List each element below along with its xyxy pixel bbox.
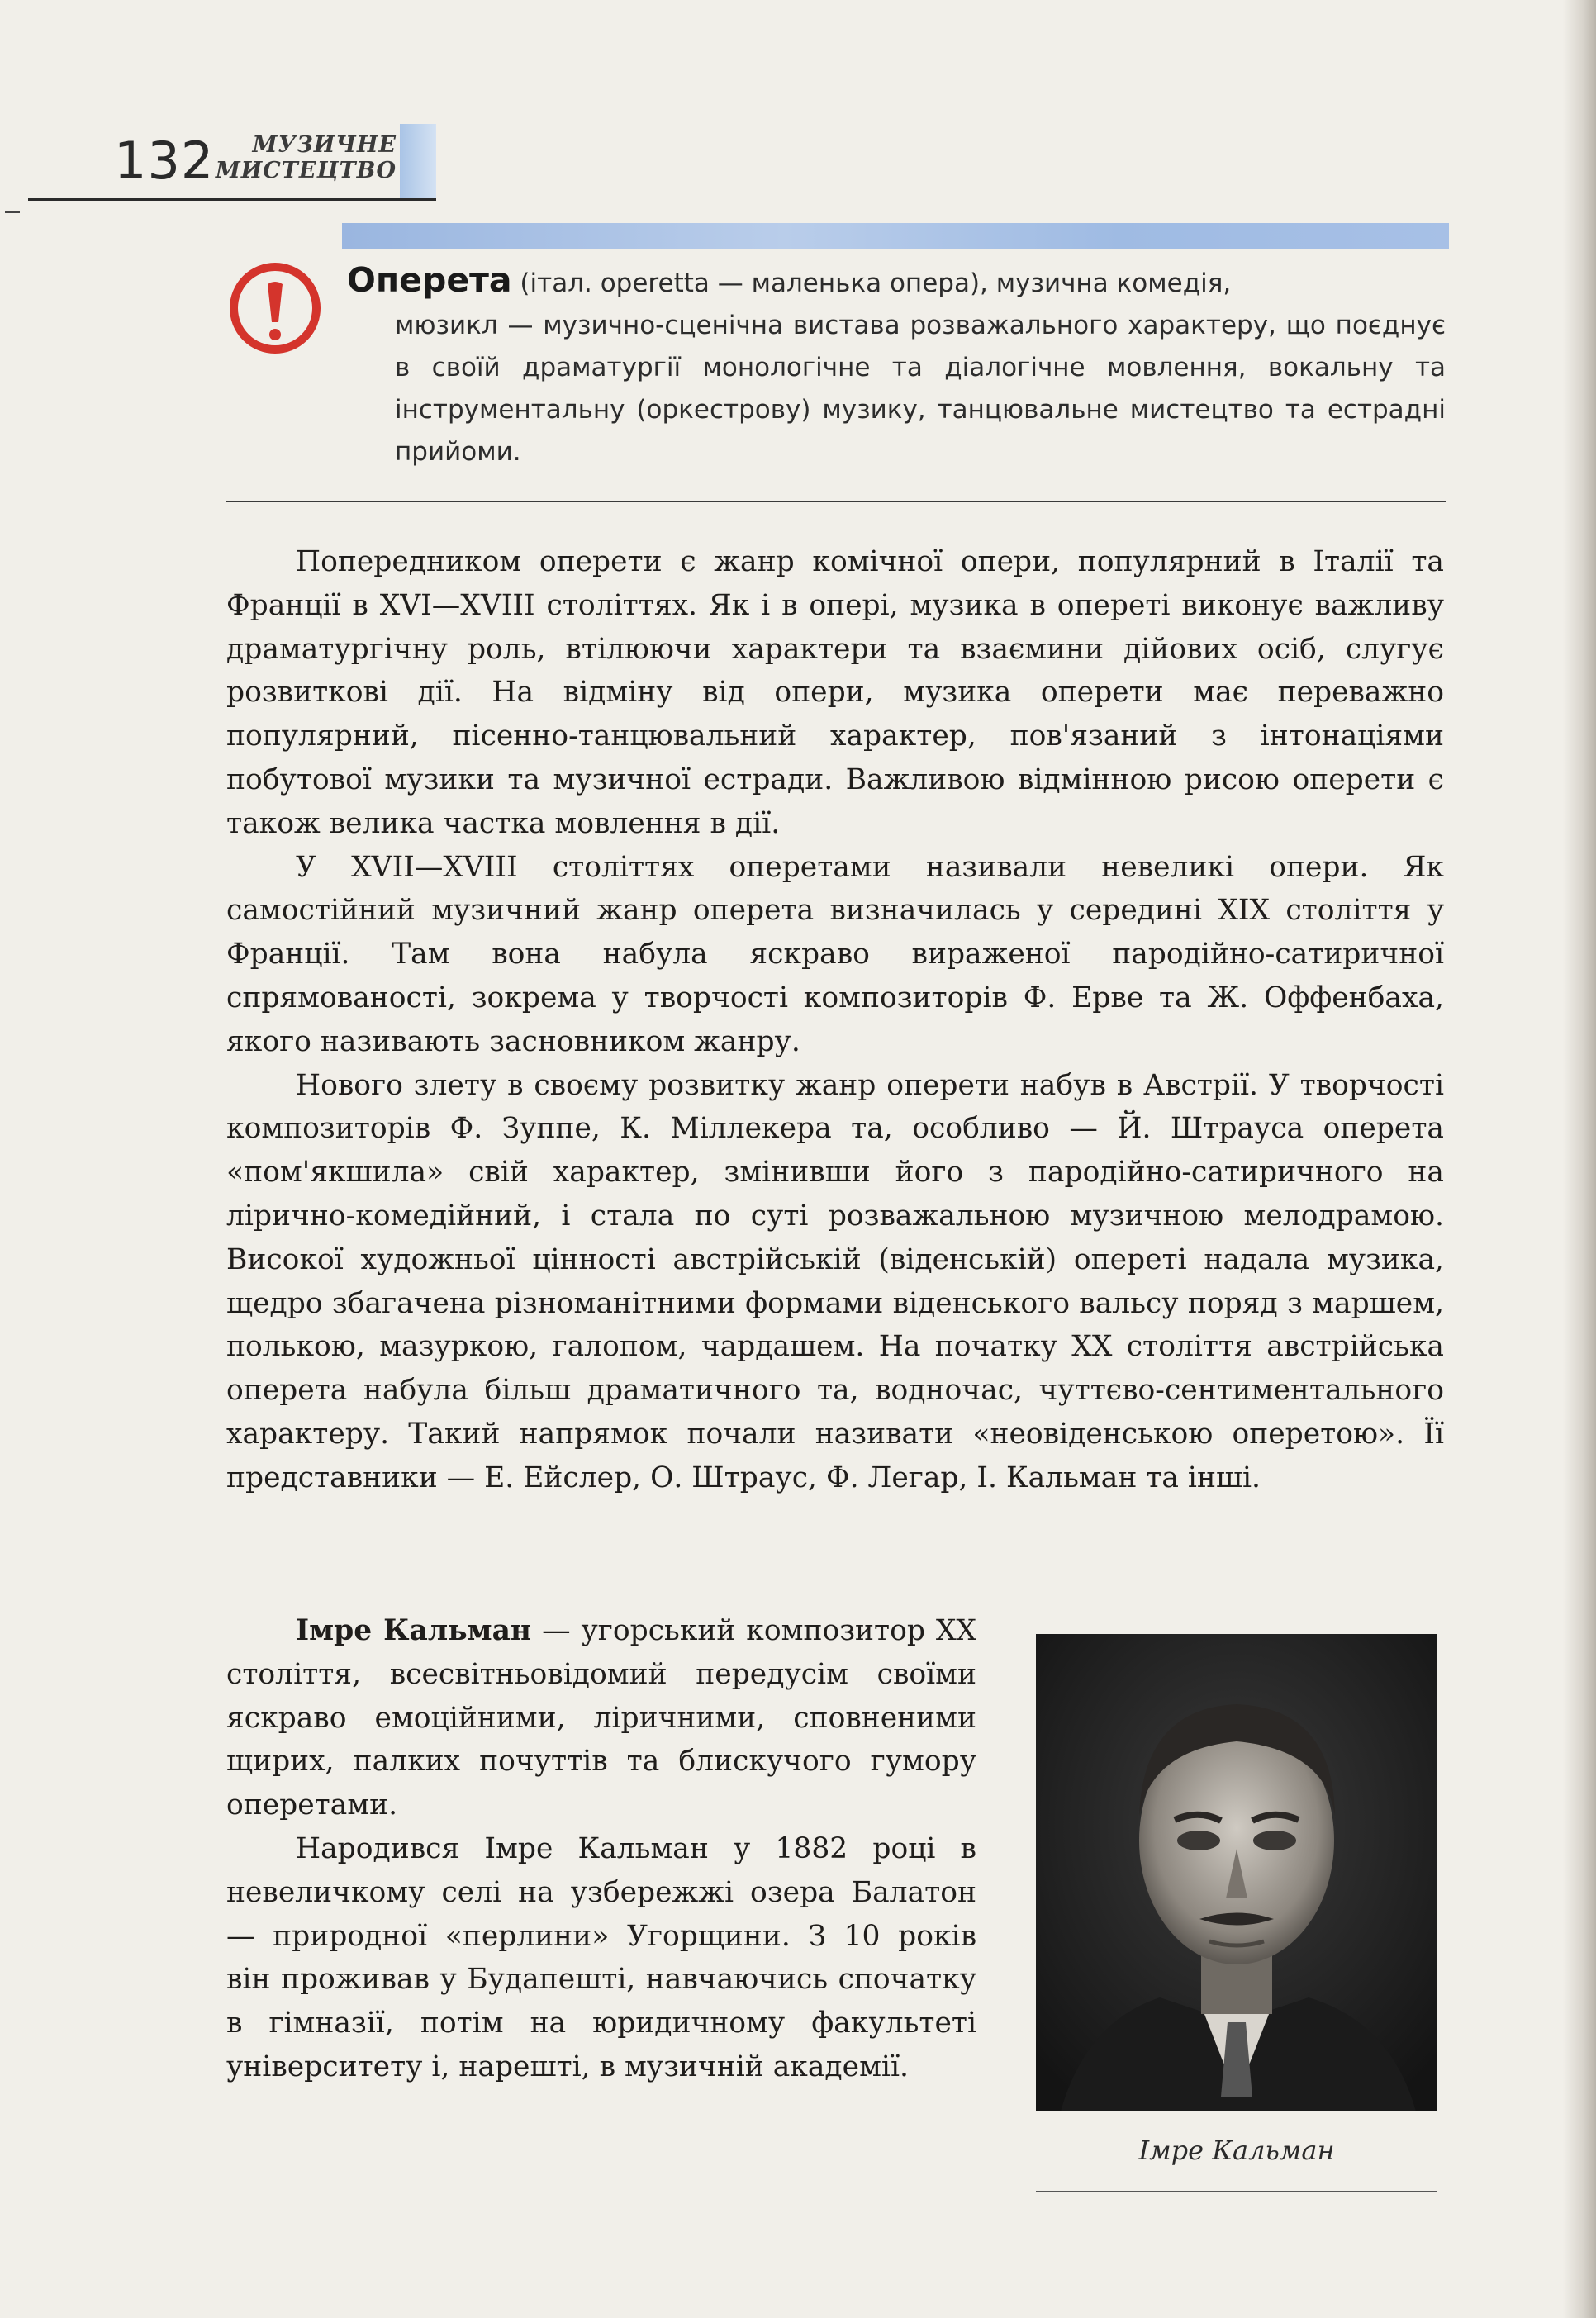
exclamation-circle-icon [226,259,324,357]
paragraph-2: У XVII—XVIII століттях оперетами називали невеликі опери. Як самостійний музичний жанр оперета визначилась у середині XIX століття у Франції. Там вона набула яскраво вираженої пародійно-сатиричної спрямованості, зокрема у творчості композиторів Ф. Ерве та Ж. Оффенбаха, якого називають засновником жанру. [226,850,1444,1058]
portrait-photo [1036,1634,1437,2111]
biography-text [226,1609,976,2089]
paragraph-5: Народився Імре Кальман у 1882 році в невеличкому селі на узбережжі озера Балатон — природної «перлини» Угорщини. З 10 років він проживав у Будапешті, навчаючись спочатку в гімназії, потім на юридичному факультеті університету і, нарешті, в музичній академії. [226,1831,976,2083]
paragraph-4 [226,1609,976,1827]
definition-term: Оперета [347,260,512,300]
definition-text-first: (італ. operetta — маленька опера), музична комедія, [511,268,1232,298]
running-header [213,132,397,183]
composer-name: Імре Кальман [296,1614,532,1647]
paragraph-3: Нового злету в своєму розвитку жанр оперети набув в Австрії. У творчості композиторів Ф. Зуппе, К. Міллекера та, особливо — Й. Штрауса оперета «пом'якшила» свій характер, змінивши його з пародійно-сатиричного на лірично-комедійний, і стала по суті розважальною музичною мелодрамою. Високої художньої цінності австрійській (віденській) опереті надала музика, щедро збагачена різноманітними формами віденського вальсу поряд з маршем, полькою, мазуркою, галопом, чардашем. На початку XX століття австрійська оперета набула більш драматичного та, водночас, чуттєво-сентиментального характеру. Такий напрямок почали називати «неовіденською оперетою». Її представники — Е. Ейслер, О. Штраус, Ф. Легар, І. Кальман та інші. [226,1068,1444,1494]
paragraph-4-text: — угорський композитор XX століття, всесвітньовідомий передусім своїми яскраво емоційними, ліричними, сповненими щирих, палких почуттів та блискучого гумору оперетами. [226,1614,976,1822]
running-header-line2: МИСТЕЦТВО [215,158,397,183]
page-number: 132 [114,131,215,191]
definition-block [347,259,1446,473]
definition-rule [226,501,1446,502]
paragraph-1: Попередником оперети є жанр комічної опери, популярний в Італії та Франції в XVI—XVIII століттях. Як і в опері, музика в опереті виконує важливу драматургічну роль, втілюючи характери та взаємини дійових осіб, слугує розвиткові дії. На відміну від опери, музика оперети має переважно популярний, пісенно-танцювальний характер, пов'язаний з інтонаціями побутової музики та музичної естради. Важливою відмінною рисою оперети є також велика частка мовлення в дії. [226,545,1444,840]
definition-text-rest: мюзикл — музично-сценічна вистава розважального характеру, що поєднує в своїй драматургії монологічне та діалогічне мовлення, вокальну та інструментальну (оркестрову) музику, танцювальне мистецтво та естрадні прийоми. [395,311,1446,467]
photo-caption: Імре Кальман [1138,2135,1335,2166]
caption-rule [1036,2191,1437,2192]
page-edge-shadow [1563,0,1596,2318]
definition-top-bar [342,223,1449,249]
header-color-tab [400,124,436,200]
running-header-line1: МУЗИЧНЕ [252,132,397,158]
header-rule [28,198,436,201]
header-rule-tail [5,211,20,213]
main-text [226,540,1444,1500]
